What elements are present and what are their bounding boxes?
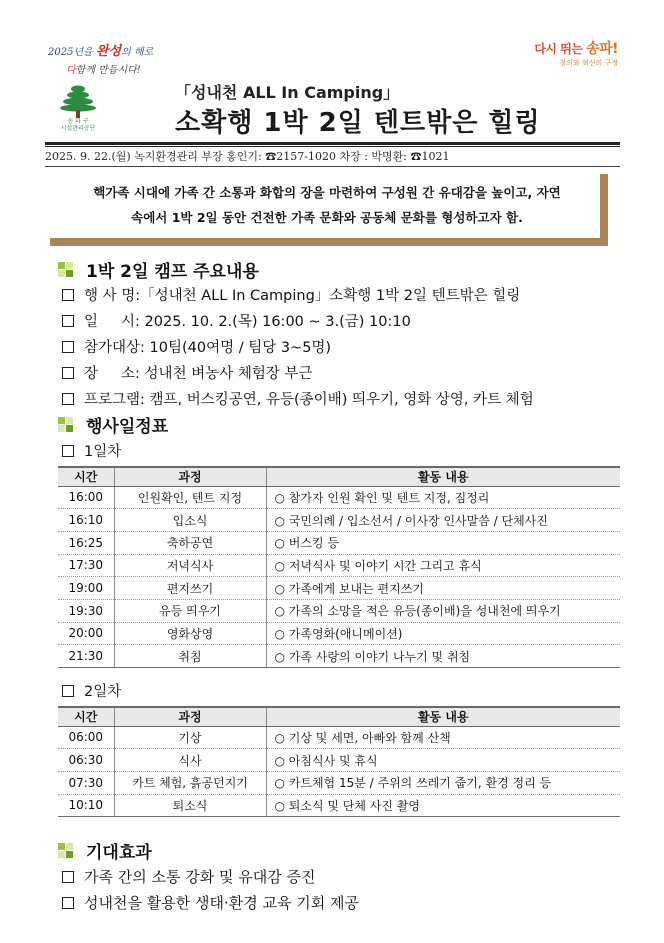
cell-time: 19:00 xyxy=(58,577,114,600)
summary-item-text: 일 시: 2025. 10. 2.(목) 16:00 ~ 3.(금) 10:10 xyxy=(84,314,411,330)
cell-process: 취침 xyxy=(114,645,266,668)
summary-item-text: 참가대상: 10팀(40여명 / 팀당 3~5명) xyxy=(84,340,332,356)
cell-activity: ○ 기상 및 세면, 아빠와 함께 산책 xyxy=(266,726,620,749)
slogan-rest2: 함께 만듭시다! xyxy=(75,65,141,76)
table-row xyxy=(58,599,620,622)
table-row xyxy=(58,749,620,772)
cell-activity: ○ 가족 사랑의 이야기 나누기 및 취침 xyxy=(266,645,620,668)
checkbox-icon xyxy=(62,871,74,883)
checkbox-icon xyxy=(62,289,74,301)
cell-time: 20:00 xyxy=(58,622,114,645)
tree-icon xyxy=(59,80,97,118)
summary-item-program xyxy=(62,388,534,409)
table-row xyxy=(58,577,620,600)
slogan-year: 2025년을 xyxy=(48,47,93,58)
header-activity: 활동 내용 xyxy=(266,707,620,726)
cell-time: 07:30 xyxy=(58,771,114,794)
title-rule-thin xyxy=(45,146,620,147)
table-row xyxy=(58,486,620,509)
brand-tagline: 창의와 혁신의 구정 xyxy=(559,59,618,67)
effect-item xyxy=(62,866,315,887)
day1-label-text: 1일차 xyxy=(84,444,122,460)
brand-prefix: 다시 뛰는 xyxy=(534,42,583,56)
purpose-box xyxy=(50,174,608,246)
cell-time: 16:25 xyxy=(58,531,114,554)
header-activity: 활동 내용 xyxy=(266,467,620,486)
table-header-row xyxy=(58,467,620,486)
cell-time: 19:30 xyxy=(58,599,114,622)
slogan-rest1: 의 해로 xyxy=(121,47,154,58)
day1-schedule-table xyxy=(58,466,620,668)
section-bullet-icon xyxy=(58,843,74,859)
summary-item-text: 프로그램: 캠프, 버스킹공연, 유등(종이배) 띄우기, 영화 상영, 카트 체험 xyxy=(84,392,534,408)
summary-item-text: 행 사 명:「성내천 ALL In Camping」소확행 1박 2일 텐트밖은 힐링 xyxy=(84,288,521,304)
purpose-line1: 핵가족 시대에 가족 간 소통과 화합의 장을 마련하여 구성원 간 유대감을 높이고, 자연 xyxy=(93,185,561,200)
brand-name: 송파! xyxy=(586,41,618,57)
summary-item-target xyxy=(62,336,331,357)
table-row xyxy=(58,771,620,794)
cell-process: 편지쓰기 xyxy=(114,577,266,600)
cell-activity: ○ 가족에게 보내는 편지쓰기 xyxy=(266,577,620,600)
summary-item-place xyxy=(62,362,312,383)
header-process: 과정 xyxy=(114,707,266,726)
cell-activity: ○ 아침식사 및 휴식 xyxy=(266,749,620,772)
cell-process: 영화상영 xyxy=(114,622,266,645)
section-effects-title: 기대효과 xyxy=(86,843,152,863)
slogan-logo xyxy=(48,40,158,76)
table-row xyxy=(58,622,620,645)
cell-time: 16:10 xyxy=(58,509,114,532)
day2-label-text: 2일차 xyxy=(84,684,122,700)
table-row xyxy=(58,531,620,554)
cell-activity: ○ 국민의례 / 입소선서 / 이사장 인사말씀 / 단체사진 xyxy=(266,509,620,532)
cell-time: 10:10 xyxy=(58,794,114,817)
cell-process: 입소식 xyxy=(114,509,266,532)
cell-process: 카트 체험, 흙공던지기 xyxy=(114,771,266,794)
cell-process: 유등 띄우기 xyxy=(114,599,266,622)
cell-time: 06:00 xyxy=(58,726,114,749)
cell-process: 저녁식사 xyxy=(114,554,266,577)
effect-item-text: 성내천을 활용한 생태·환경 교육 기회 제공 xyxy=(84,894,359,912)
table-row xyxy=(58,645,620,668)
checkbox-icon xyxy=(62,685,74,697)
purpose-line2: 속에서 1박 2일 동안 건전한 가족 문화와 공동체 문화를 형성하고자 함. xyxy=(131,210,523,225)
cell-activity: ○ 가족영화(애니메이션) xyxy=(266,622,620,645)
cell-time: 16:00 xyxy=(58,486,114,509)
cell-time: 06:30 xyxy=(58,749,114,772)
cell-process: 기상 xyxy=(114,726,266,749)
header-time: 시간 xyxy=(58,467,114,486)
section-schedule-title: 행사일정표 xyxy=(86,417,169,437)
section-schedule-heading xyxy=(58,412,168,437)
summary-item-date xyxy=(62,310,411,331)
logo-line2: 시설관리공단 xyxy=(60,125,96,132)
contact-rule xyxy=(45,166,620,167)
section-summary-title: 1박 2일 캠프 주요내용 xyxy=(86,262,259,282)
cell-process: 식사 xyxy=(114,749,266,772)
checkbox-icon xyxy=(62,341,74,353)
cell-activity: ○ 버스킹 등 xyxy=(266,531,620,554)
checkbox-icon xyxy=(62,393,74,405)
section-bullet-icon xyxy=(58,417,74,433)
event-subtitle: 「성내천 ALL In Camping」 xyxy=(175,83,400,102)
table-row xyxy=(58,794,620,817)
table-header-row xyxy=(58,707,620,726)
checkbox-icon xyxy=(62,445,74,457)
slogan-highlight: 다 xyxy=(66,65,76,76)
effect-item-text: 가족 간의 소통 강화 및 유대감 증진 xyxy=(84,868,316,886)
cell-time: 17:30 xyxy=(58,554,114,577)
logo-line1: 송 파 구 xyxy=(67,118,89,125)
cell-process: 퇴소식 xyxy=(114,794,266,817)
title-rule xyxy=(45,142,620,145)
cell-activity: ○ 가족의 소망을 적은 유등(종이배)을 성내천에 띄우기 xyxy=(266,599,620,622)
section-effects-heading xyxy=(58,838,152,863)
header-process: 과정 xyxy=(114,467,266,486)
cell-activity: ○ 참가자 인원 확인 및 텐트 지정, 짐정리 xyxy=(266,486,620,509)
purpose-text xyxy=(50,174,600,230)
table-row xyxy=(58,509,620,532)
summary-item-name xyxy=(62,284,520,305)
organization-logo xyxy=(55,80,101,138)
contact-line: 2025. 9. 22.(월) 녹지환경관리 부장 홍인기: ☎2157-1020 차장 : 박명환: ☎1021 xyxy=(45,150,450,163)
cell-activity: ○ 카트체험 15분 / 주위의 쓰레기 줍기, 환경 정리 등 xyxy=(266,771,620,794)
section-summary-heading xyxy=(58,257,259,282)
cell-process: 인원확인, 텐트 지정 xyxy=(114,486,266,509)
checkbox-icon xyxy=(62,367,74,379)
day2-label xyxy=(62,680,121,701)
table-row xyxy=(58,554,620,577)
slogan-red-word: 완성 xyxy=(95,44,122,59)
cell-process: 축하공연 xyxy=(114,531,266,554)
cell-time: 21:30 xyxy=(58,645,114,668)
checkbox-icon xyxy=(62,315,74,327)
day2-schedule-table xyxy=(58,706,620,817)
summary-item-text: 장 소: 성내천 벼농사 체험장 부근 xyxy=(84,366,313,382)
header-time: 시간 xyxy=(58,707,114,726)
cell-activity: ○ 퇴소식 및 단체 사진 촬영 xyxy=(266,794,620,817)
day1-label xyxy=(62,440,121,461)
section-bullet-icon xyxy=(58,262,74,278)
page-title: 소확행 1박 2일 텐트밖은 힐링 xyxy=(175,108,541,138)
checkbox-icon xyxy=(62,897,74,909)
cell-activity: ○ 저녁식사 및 이야기 시간 그리고 휴식 xyxy=(266,554,620,577)
effect-item xyxy=(62,892,359,913)
table-row xyxy=(58,726,620,749)
brand-logo xyxy=(534,38,618,68)
